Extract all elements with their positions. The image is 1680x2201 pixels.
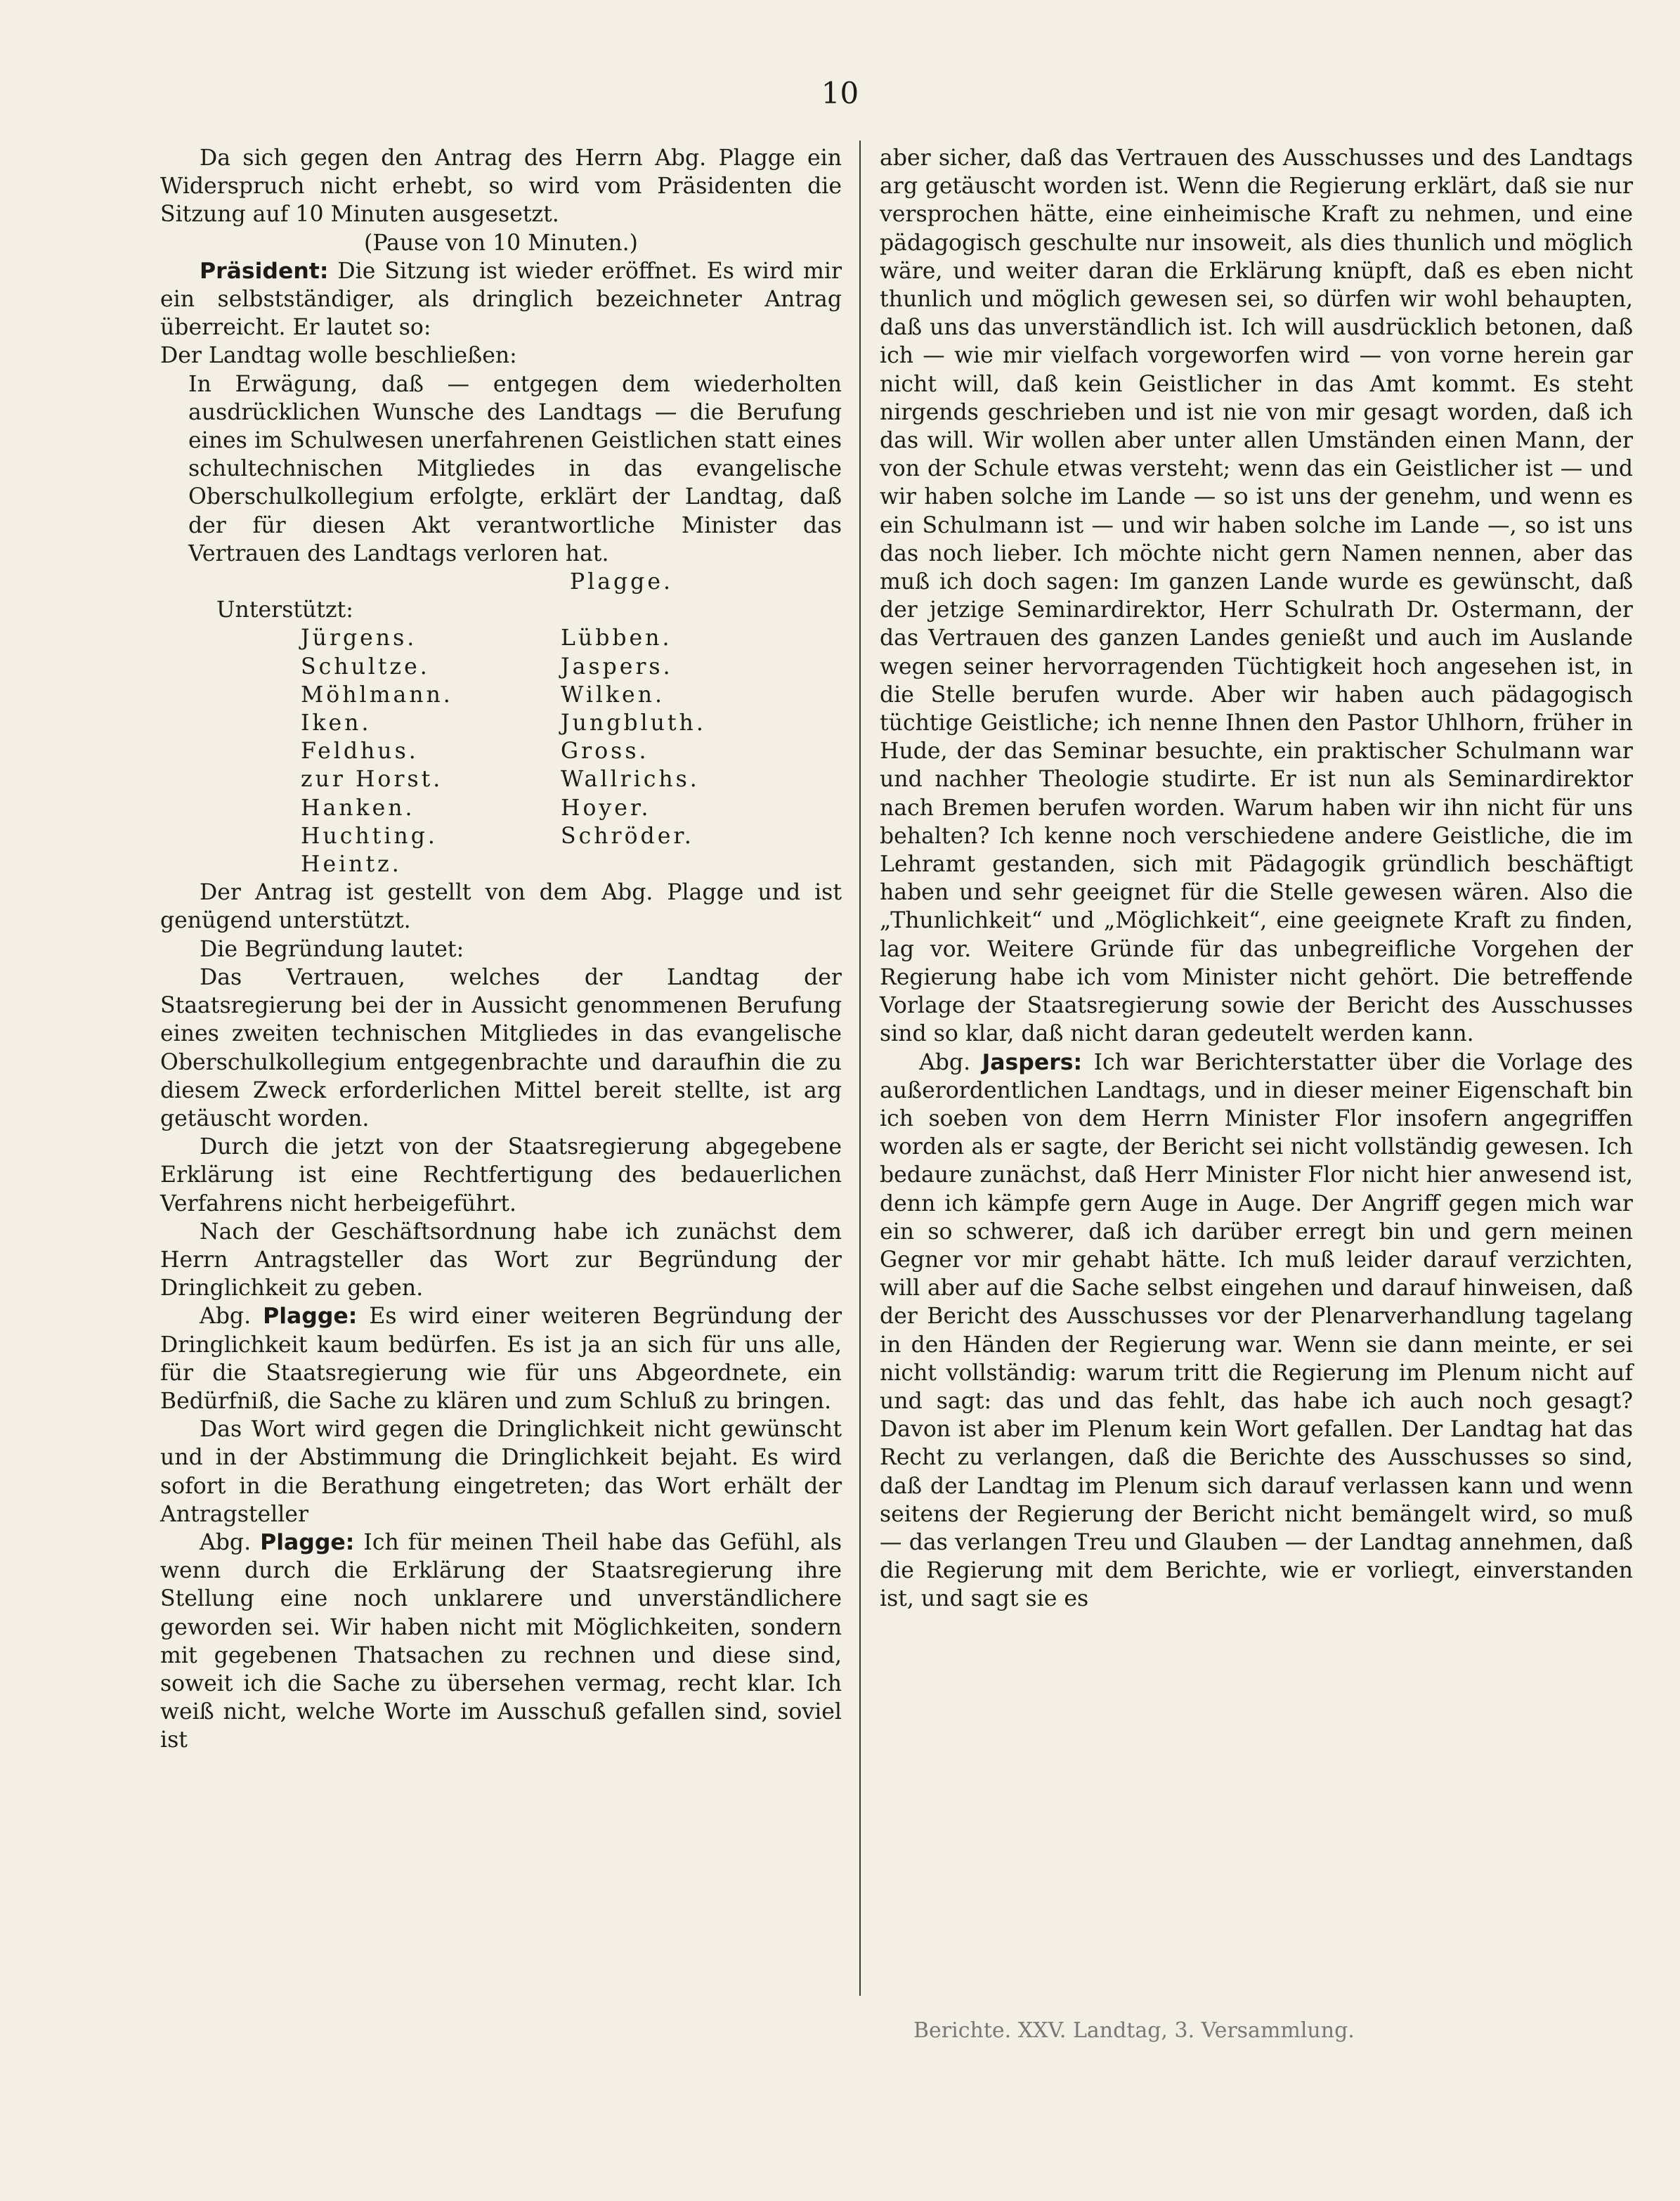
footer-note: Berichte. XXV. Landtag, 3. Versammlung. — [913, 2018, 1355, 2043]
supporter-name: Iken. — [301, 710, 372, 736]
supporter-name: zur Horst. — [301, 767, 443, 793]
speaker-name: Präsident: — [200, 258, 329, 284]
motion-signer — [160, 568, 842, 596]
speaker-name: Plagge: — [260, 1529, 355, 1555]
supporter-name: Hoyer. — [561, 795, 651, 821]
paragraph: Die Begründung lautet: — [200, 936, 464, 962]
paragraph: Durch die jetzt von der Staatsregierung abgegebene Erklärung ist eine Rechtfertigung des bedauerlichen Verfahrens nicht herbeigeführt. — [160, 1134, 842, 1216]
pause-note: (Pause von 10 Minuten.) — [364, 230, 638, 256]
left-column — [160, 144, 842, 1755]
page-number: 10 — [821, 76, 859, 110]
supporter-list — [160, 624, 842, 878]
supported-label: Unterstützt: — [216, 597, 353, 623]
supporter-name: Lübben. — [561, 625, 672, 651]
speech-text: Ich war Berichterstatter über die Vorlage des außerordentlichen Landtags, und in dieser meiner Eigenschaft bin ich soeben von dem Herrn Minister Flor insofern angegriffen worden als er sagte, der Bericht sei nicht vollständig gewesen. Ich bedaure zunächst, daß Herr Minister Flor nicht hier anwesend ist, denn ich kämpfe gern Auge in Auge. Der Angriff gegen mich war ein so schwerer, daß ich darüber erregt bin und gern meinen Gegner vor mir gehabt hätte. Ich muß leider darauf verzichten, will aber auf die Sache selbst eingehen und darauf hinweisen, daß der Bericht des Ausschusses vor der Plenarverhandlung tagelang in den Händen der Regierung war. Wenn sie dann meinte, er sei nicht vollständig: warum tritt die Regierung im Plenum nicht auf und sagt: das und das fehlt, das habe ich auch noch gesagt? Davon ist aber im Plenum kein Wort gefallen. Der Landtag hat das Recht zu verlangen, daß die Berichte des Ausschusses so sind, daß der Landtag im Plenum sich darauf verlassen kann und wenn seitens der Regierung der Bericht nicht bemängelt wird, so muß — das verlangen Treu und Glauben — der Landtag annehmen, daß die Regierung mit dem Berichte, wie er vorliegt, einverstanden ist, und sagt sie es — [880, 1049, 1634, 1612]
speaker-name: Plagge: — [263, 1304, 358, 1330]
supporter-name: Hanken. — [301, 795, 415, 821]
supporter-name: Jungbluth. — [561, 710, 706, 736]
supporter-name — [561, 850, 828, 878]
paragraph: aber sicher, daß das Vertrauen des Ausschusses und des Landtags arg getäuscht worden ist. Wenn die Regierung erklärt, daß sie nur versprochen hätte, eine einheimische Kraft zu nehmen, und eine pädagogisch geschulte nur insoweit, als dies thunlich und möglich wäre, und weiter daran die Erklärung knüpft, daß es eben nicht thunlich und möglich gewesen sei, so dürfen wir wohl behaupten, daß uns das unverständlich ist. Ich will ausdrücklich betonen, daß ich — wie mir vielfach vorgeworfen wird — von vorne herein gar nicht will, daß kein Geistlicher in das Amt kommt. Es steht nirgends geschrieben und ist nie von mir gesagt worden, daß ich das will. Wir wollen aber unter allen Umständen einen Mann, der von der Schule etwas versteht; wenn das ein Geistlicher ist — und wir haben solche im Lande — so ist uns der genehm, und wenn es ein Schulmann ist — und wir haben solche im Lande —, so ist uns das noch lieber. Ich möchte nicht gern Namen nennen, aber das muß ich doch sagen: Im ganzen Lande wurde es gewünscht, daß der jetzige Seminardirektor, Herr Schulrath Dr. Ostermann, der das Vertrauen des ganzen Landes genießt und auch im Auslande wegen seiner hervorragenden Tüchtigkeit hoch angesehen ist, in die Stelle berufen wurde. Aber wir haben auch pädagogisch tüchtige Geistliche; ich nenne Ihnen den Pastor Uhlhorn, früher in Hude, der das Seminar besuchte, ein praktischer Schulmann war und nachher Theologie studirte. Er ist nun als Seminardirektor nach Bremen berufen worden. Warum haben wir ihn nicht für uns behalten? Ich kenne noch verschiedene andere Geistliche, die im Lehramt gestanden, sich mit Pädagogik gründlich beschäftigt haben und sehr geeignet für die Stelle gewesen wären. Also die „Thunlichkeit“ und „Möglichkeit“, eine geeignete Kraft zu finden, lag vor. Weitere Gründe für das unbegreifliche Vorgehen der Regierung habe ich vom Minister nicht gehört. Die betreffende Vorlage der Staatsregierung sowie der Bericht des Ausschusses sind so klar, daß nicht daran gedeutelt werden kann. — [880, 145, 1633, 1047]
supporter-name: Jürgens. — [301, 625, 417, 651]
paragraph: Da sich gegen den Antrag des Herrn Abg. Plagge ein Widerspruch nicht erhebt, so wird vom Präsidenten die Sitzung auf 10 Minuten ausgesetzt. — [160, 145, 842, 228]
supporter-name: Möhlmann. — [301, 682, 453, 708]
paragraph — [160, 1528, 842, 1755]
paragraph: Der Antrag ist gestellt von dem Abg. Plagge und ist genügend unterstützt. — [160, 880, 842, 934]
paragraph: Nach der Geschäftsordnung habe ich zunächst dem Herrn Antragsteller das Wort zur Begründung der Dringlichkeit zu geben. — [160, 1219, 842, 1301]
speech-text: Es wird einer weiteren Begründung der Dringlichkeit kaum bedürfen. Es ist ja an sich für uns alle, für die Staatsregierung wie für uns Abgeordnete, ein Bedürfniß, die Sache zu klären und zum Schluß zu bringen. — [160, 1304, 842, 1414]
supporter-name: Feldhus. — [301, 739, 419, 765]
speaker-prefix: Abg. — [200, 1529, 252, 1555]
paragraph — [160, 257, 842, 342]
paragraph — [880, 1048, 1633, 1614]
paragraph: Das Wort wird gegen die Dringlichkeit nicht gewünscht und in der Abstimmung die Dringlichkeit bejaht. Es wird sofort in die Berathung eingetreten; das Wort erhält der Antragsteller — [160, 1417, 842, 1527]
supporter-name: Gross. — [561, 739, 649, 765]
supporter-name: Wilken. — [561, 682, 665, 708]
column-divider — [859, 141, 861, 1996]
supporter-name: Wallrichs. — [561, 767, 700, 793]
supporter-name: Jaspers. — [561, 654, 673, 680]
right-column — [880, 144, 1633, 1614]
speech-text: Die Sitzung ist wieder eröffnet. Es wird mir ein selbstständiger, als dringlich bezeichneter Antrag überreicht. Er lautet so: — [160, 258, 842, 341]
paragraph: Das Vertrauen, welches der Landtag der Staatsregierung bei der in Aussicht genommenen Berufung eines zweiten technischen Mitgliedes in das evangelische Oberschulkollegium entgegenbrachte und daraufhin die zu diesem Zweck erforderlichen Mittel bereit stellte, ist arg getäuscht worden. — [160, 964, 842, 1131]
motion-text: In Erwägung, daß — entgegen dem wiederholten ausdrücklichen Wunsche des Landtags — die Berufung eines im Schulwesen unerfahrenen Geistlichen statt eines schultechnischen Mitgliedes in das evangelische Oberschulkollegium erfolgte, erklärt der Landtag, daß der für diesen Akt verantwortliche Minister das Vertrauen des Landtags verloren hat. — [188, 371, 842, 566]
signer-name: Plagge. — [569, 569, 673, 595]
supporter-name: Schultze. — [301, 654, 430, 680]
supporter-name: Schröder. — [561, 823, 694, 849]
paragraph — [160, 1302, 842, 1415]
motion-intro: Der Landtag wolle beschließen: — [160, 343, 517, 369]
supporter-name: Heintz. — [301, 852, 402, 878]
speaker-prefix: Abg. — [919, 1049, 971, 1075]
speaker-prefix: Abg. — [200, 1304, 252, 1330]
speaker-name: Jaspers: — [982, 1049, 1083, 1075]
supporter-name: Huchting. — [301, 823, 438, 849]
speech-text: Ich für meinen Theil habe das Gefühl, als wenn durch die Erklärung der Staatsregierung ihre Stellung eine noch unklarere und unverständlichere geworden sei. Wir haben nicht mit Möglichkeiten, sondern mit gegebenen Thatsachen zu rechnen und diese sind, soweit ich die Sache zu übersehen vermag, recht klar. Ich weiß nicht, welche Worte im Ausschuß gefallen sind, soviel ist — [160, 1529, 842, 1753]
